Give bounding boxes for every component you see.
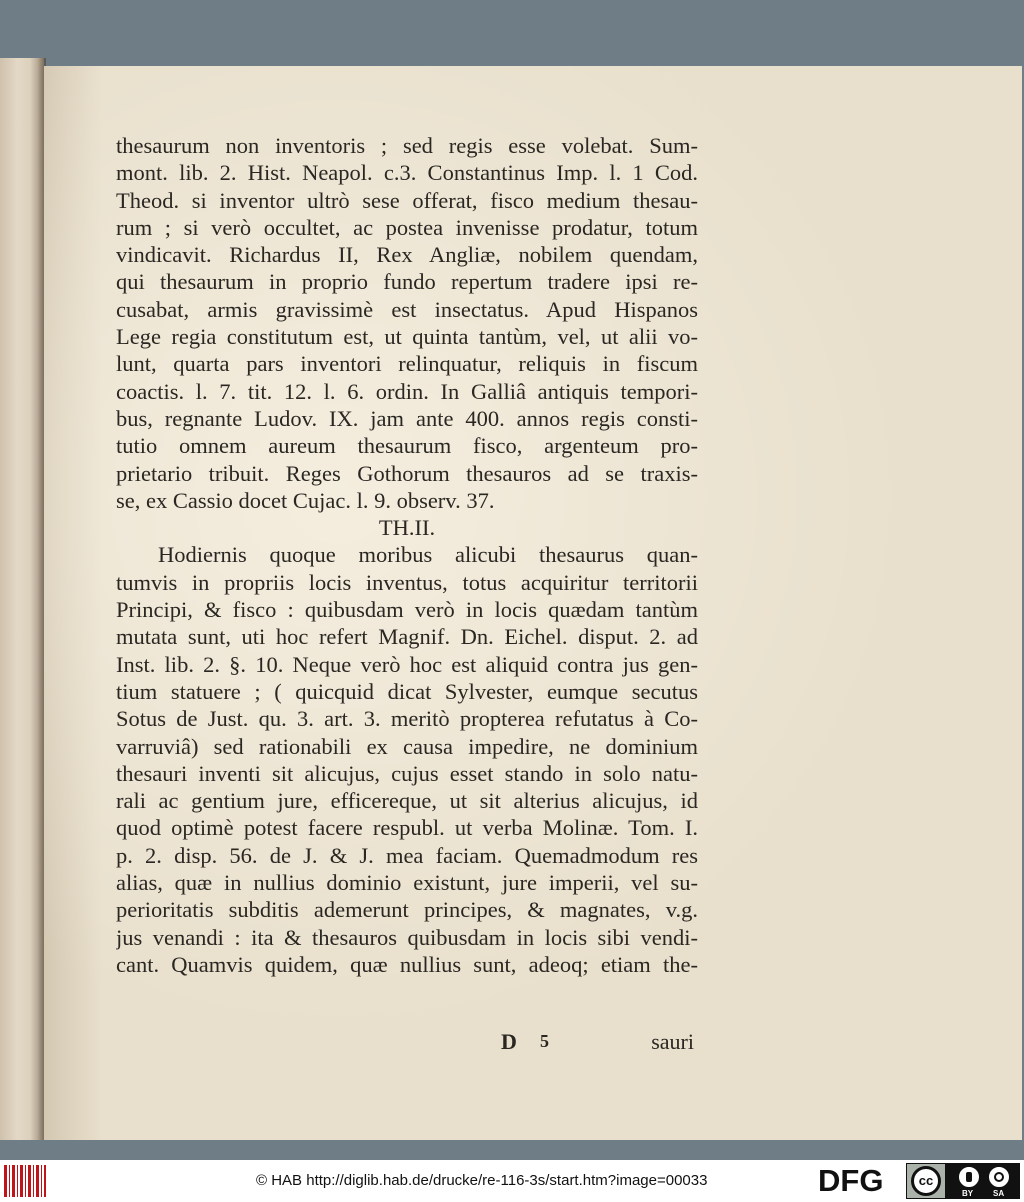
text-line: cusabat, armis gravissimè est insectatus. Apud Hispanos <box>116 296 698 322</box>
text-line: mont. lib. 2. Hist. Neapol. c.3. Constantinus Imp. l. 1 Cod. <box>116 160 698 186</box>
text-line: bus, regnante Ludov. IX. jam ante 400. annos regis consti- <box>116 405 698 431</box>
text-line: prietario tribuit. Reges Gothorum thesauros ad se traxis- <box>116 460 698 486</box>
text-line: p. 2. disp. 56. de J. & J. mea faciam. Quemadmodum res <box>116 842 698 868</box>
text-line: Lege regia constitutum est, ut quinta tantùm, vel, ut alii vo- <box>116 324 698 350</box>
text-line: Sotus de Just. qu. 3. art. 3. meritò propterea refutatus à Co- <box>116 706 698 732</box>
text-line: tumvis in propriis locis inventus, totus acquiritur territorii <box>116 569 698 595</box>
attribution-icon <box>959 1167 979 1187</box>
text-line: varruviâ) sed rationabili ex causa impedire, ne dominium <box>116 733 698 759</box>
share-alike-icon <box>989 1167 1009 1187</box>
sa-label: SA <box>993 1189 1005 1198</box>
dfg-logo: DFG <box>818 1163 884 1198</box>
catchword: sauri <box>651 1029 694 1054</box>
text-line: lunt, quarta pars inventori relinquatur, reliquis in fiscum <box>116 351 698 377</box>
text-line: rum ; si verò occultet, ac postea invenisse prodatur, totum <box>116 214 698 240</box>
text-line: coactis. l. 7. tit. 12. l. 6. ordin. In Galliâ antiquis tempori- <box>116 378 698 404</box>
text-line: quod optimè potest facere respubl. ut verba Molinæ. Tom. I. <box>116 815 698 841</box>
scanned-page <box>44 66 1022 1140</box>
page-footer <box>116 1029 698 1059</box>
text-line: alias, quæ in nullius dominio existunt, jure imperii, vel su- <box>116 870 698 896</box>
section-heading: TH.II. <box>378 515 436 541</box>
text-line: perioritatis subditis ademerunt principes, & magnates, v.g. <box>116 897 698 923</box>
text-line: Theod. si inventor ultrò sese offerat, fisco medium thesau- <box>116 187 698 213</box>
page-text <box>116 132 698 978</box>
text-line: se, ex Cassio docet Cujac. l. 9. observ. 37. <box>116 487 495 513</box>
text-line: vindicavit. Richardus II, Rex Angliæ, nobilem quendam, <box>116 242 698 268</box>
viewer-footer <box>0 1160 1024 1202</box>
text-line: qui thesaurum in proprio fundo repertum tradere ipsi re- <box>116 269 698 295</box>
text-line: mutata sunt, uti hoc refert Magnif. Dn. Eichel. disput. 2. ad <box>116 624 698 650</box>
cc-license-badge[interactable] <box>906 1163 1020 1199</box>
text-line: tutio omnem aureum thesaurum fisco, argenteum pro- <box>116 433 698 459</box>
text-line: rali ac gentium jure, efficereque, ut sit alterius alicujus, id <box>116 788 698 814</box>
text-line: jus venandi : ita & thesauros quibusdam in locis sibi vendi- <box>116 924 698 950</box>
source-link[interactable]: © HAB http://diglib.hab.de/drucke/re-116-3s/start.htm?image=00033 <box>256 1172 708 1189</box>
text-line: thesaurum non inventoris ; sed regis esse volebat. Sum- <box>116 133 698 158</box>
hab-barcode-logo <box>4 1165 46 1197</box>
by-label: BY <box>962 1189 974 1198</box>
cc-icon: cc <box>911 1166 941 1196</box>
text-line: Inst. lib. 2. §. 10. Neque verò hoc est aliquid contra jus gen- <box>116 651 698 677</box>
text-line: Hodiernis quoque moribus alicubi thesaurus quan- <box>158 542 698 568</box>
text-line: thesauri inventi sit alicujus, cujus esset stando in solo natu- <box>116 760 698 786</box>
text-line: cant. Quamvis quidem, quæ nullius sunt, adeoq; etiam the- <box>116 951 698 977</box>
signature-mark: D <box>501 1029 517 1054</box>
text-line: tium statuere ; ( quicquid dicat Sylvester, eumque secutus <box>116 678 698 704</box>
signature-number: 5 <box>540 1031 549 1051</box>
text-line: Principi, & fisco : quibusdam verò in locis quædam tantùm <box>116 597 698 623</box>
